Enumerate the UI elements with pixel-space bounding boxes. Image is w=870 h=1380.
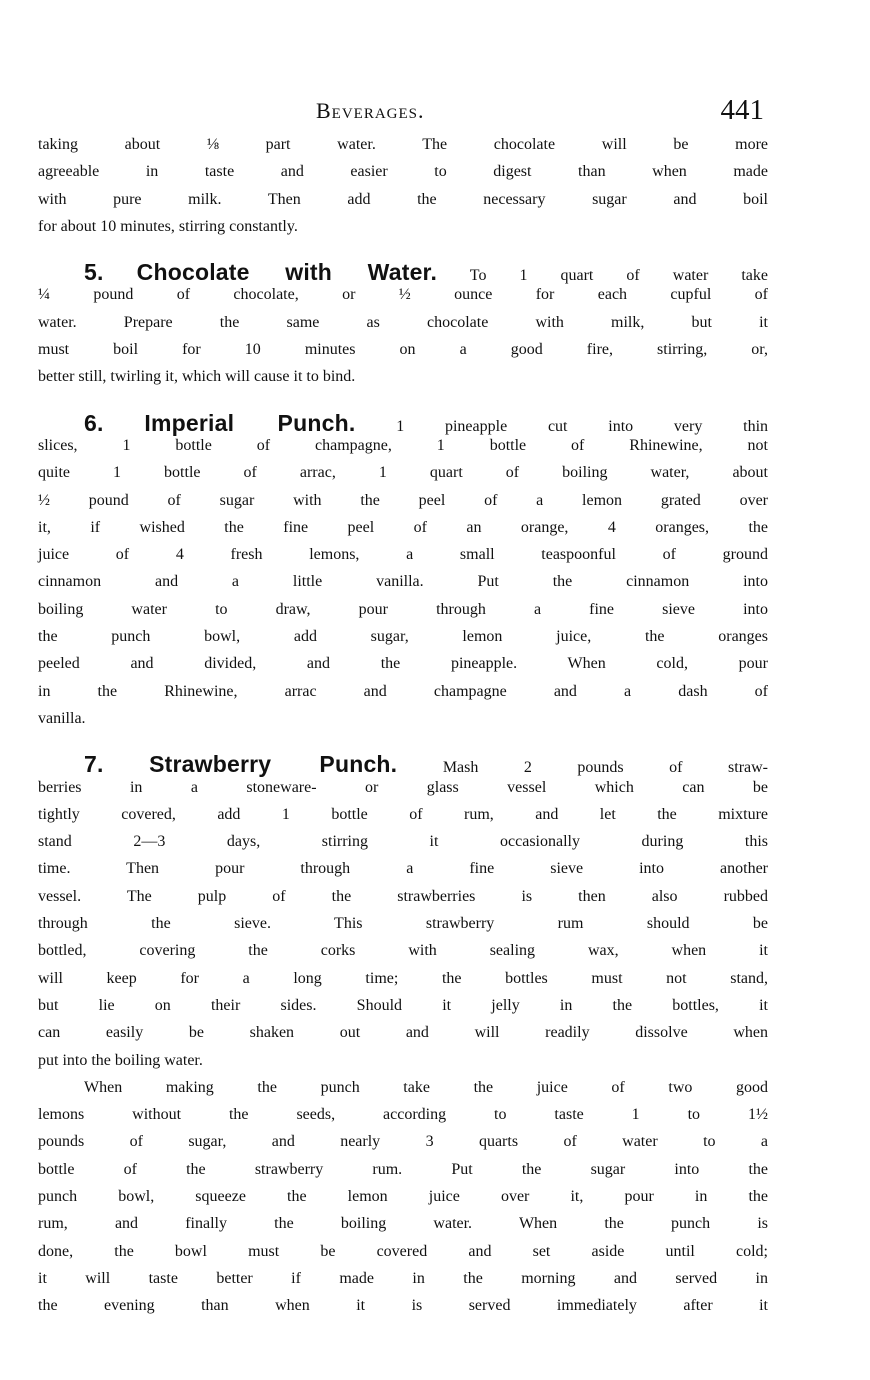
text-line bbox=[38, 259, 768, 286]
text-line: boiling water to draw, pour through a fine sieve into bbox=[38, 600, 768, 618]
text-line: pounds of sugar, and nearly 3 quarts of water to a bbox=[38, 1133, 768, 1151]
text-line: lemons without the seeds, according to taste 1 to 1½ bbox=[38, 1106, 768, 1124]
text-run: Mash 2 pounds of straw- bbox=[442, 759, 769, 777]
text-line: berries in a stoneware- or glass vessel which can be bbox=[38, 778, 768, 796]
text-line: ¼ pound of chocolate, or ½ ounce for each cupful of bbox=[38, 286, 768, 304]
text-line: with pure milk. Then add the necessary sugar and boil bbox=[38, 190, 768, 208]
text-line: the evening than when it is served immediately after it bbox=[38, 1297, 768, 1315]
text-line: ½ pound of sugar with the peel of a lemon grated over bbox=[38, 491, 768, 509]
closing-paragraph bbox=[38, 1079, 768, 1325]
text-line: bottled, covering the corks with sealing wax, when it bbox=[38, 942, 768, 960]
text-line: peeled and divided, and the pineapple. When cold, pour bbox=[38, 655, 768, 673]
text-line: time. Then pour through a fine sieve into another bbox=[38, 860, 768, 878]
text-line: vanilla. bbox=[38, 709, 86, 727]
text-line: in the Rhinewine, arrac and champagne and a dash of bbox=[38, 682, 768, 700]
text-line: must boil for 10 minutes on a good fire, stirring, or, bbox=[38, 341, 768, 359]
text-run: 1 pineapple cut into very thin bbox=[396, 417, 769, 435]
recipe-chocolate-with-water bbox=[38, 259, 768, 395]
text-line: punch bowl, squeeze the lemon juice over it, pour in the bbox=[38, 1187, 768, 1205]
text-run: To 1 quart of water take bbox=[469, 267, 768, 285]
text-line: rum, and finally the boiling water. When the punch is bbox=[38, 1215, 768, 1233]
text-line: quite 1 bottle of arrac, 1 quart of boiling water, about bbox=[38, 464, 768, 482]
running-title: Beverages. bbox=[316, 98, 425, 123]
recipe-number: 7. bbox=[84, 751, 104, 778]
running-header bbox=[38, 94, 768, 134]
text-line: stand 2—3 days, stirring it occasionally during this bbox=[38, 833, 768, 851]
text-line: the punch bowl, add sugar, lemon juice, the oranges bbox=[38, 628, 768, 646]
text-line bbox=[38, 751, 768, 778]
text-line: slices, 1 bottle of champagne, 1 bottle of Rhinewine, not bbox=[38, 436, 768, 454]
text-line: vessel. The pulp of the strawberries is then also rubbed bbox=[38, 887, 768, 905]
recipe-number: 6. bbox=[84, 409, 104, 436]
text-line: agreeable in taste and easier to digest than when made bbox=[38, 163, 768, 181]
text-line: will keep for a long time; the bottles must not stand, bbox=[38, 969, 768, 987]
text-line: it, if wished the fine peel of an orange, 4 oranges, the bbox=[38, 518, 768, 536]
recipe-imperial-punch bbox=[38, 410, 768, 738]
text-line: for about 10 minutes, stirring constantly. bbox=[38, 217, 298, 235]
text-line: through the sieve. This strawberry rum should be bbox=[38, 915, 768, 933]
recipe-number: 5. bbox=[84, 259, 104, 286]
text-line: water. Prepare the same as chocolate with milk, but it bbox=[38, 313, 768, 331]
text-line: When making the punch take the juice of two good bbox=[84, 1078, 768, 1096]
text-line: put into the boiling water. bbox=[38, 1051, 203, 1069]
text-line: can easily be shaken out and will readily dissolve when bbox=[38, 1024, 768, 1042]
recipe-heading: Imperial Punch. bbox=[144, 409, 356, 436]
recipe-heading: Chocolate with Water. bbox=[136, 259, 438, 286]
text-line: but lie on their sides. Should it jelly in the bottles, it bbox=[38, 996, 768, 1014]
text-line: it will taste better if made in the morning and served in bbox=[38, 1269, 768, 1287]
recipe-heading: Strawberry Punch. bbox=[149, 751, 398, 778]
text-line: taking about ⅛ part water. The chocolate will be more bbox=[38, 136, 768, 153]
text-line: done, the bowl must be covered and set aside until cold; bbox=[38, 1242, 768, 1260]
page-number: 441 bbox=[720, 94, 764, 126]
text-line: cinnamon and a little vanilla. Put the cinnamon into bbox=[38, 573, 768, 591]
text-line: better still, twirling it, which will cause it to bind. bbox=[38, 368, 356, 386]
text-line: bottle of the strawberry rum. Put the sugar into the bbox=[38, 1160, 768, 1178]
text-line: juice of 4 fresh lemons, a small teaspoonful of ground bbox=[38, 546, 768, 564]
text-line bbox=[38, 410, 768, 437]
book-page bbox=[38, 94, 768, 1324]
continuation-paragraph bbox=[38, 136, 768, 245]
text-line: tightly covered, add 1 bottle of rum, and let the mixture bbox=[38, 805, 768, 823]
recipe-strawberry-punch bbox=[38, 751, 768, 1079]
